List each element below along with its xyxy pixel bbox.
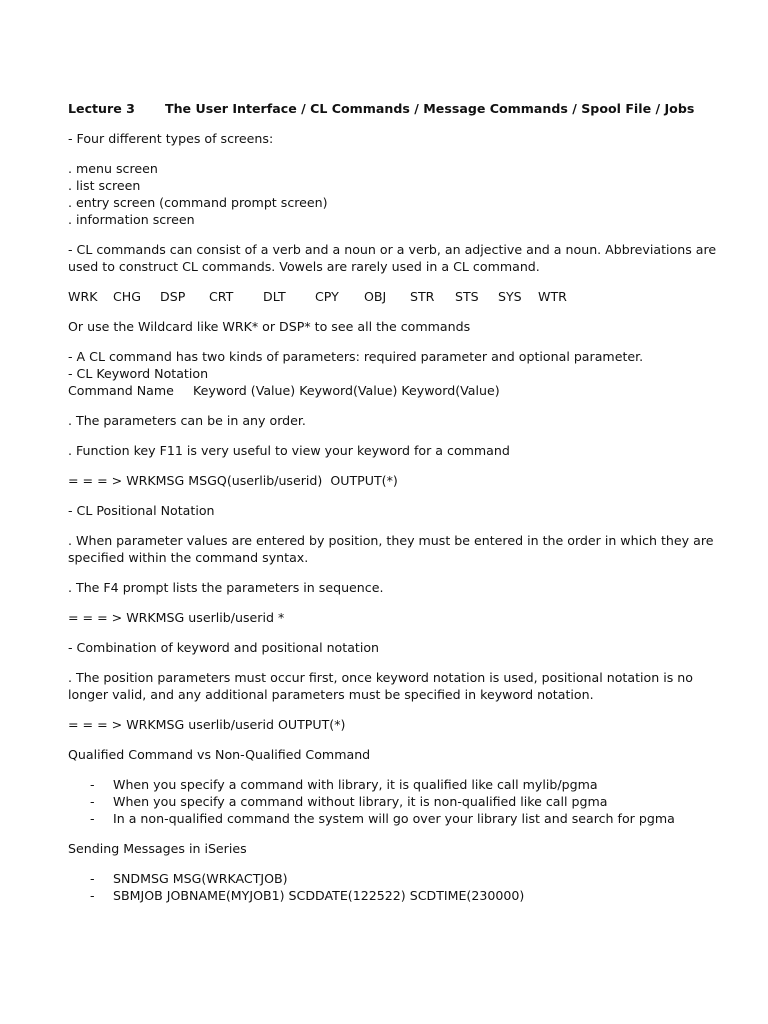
combination-example: = = = > WRKMSG userlib/userid OUTPUT(*)	[68, 717, 346, 732]
abbreviation: WRK	[68, 289, 98, 304]
list-item-text: SBMJOB JOBNAME(MYJOB1) SCDDATE(122522) SCDTIME(230000)	[113, 888, 525, 903]
keyword-notation-heading: - CL Keyword Notation	[68, 366, 209, 381]
keyword-example: = = = > WRKMSG MSGQ(userlib/userid) OUTPUT(*)	[68, 473, 398, 488]
abbreviation: DLT	[263, 289, 286, 304]
abbreviation: SYS	[498, 289, 522, 304]
list-item	[68, 793, 728, 810]
list-marker: -	[90, 777, 95, 792]
lecture-topic: The User Interface / CL Commands / Message Commands / Spool File / Jobs	[165, 101, 695, 116]
any-order-note: . The parameters can be in any order.	[68, 413, 306, 428]
screen-type-menu: . menu screen	[68, 161, 158, 176]
screen-type-entry: . entry screen (command prompt screen)	[68, 195, 328, 210]
screens-intro: - Four different types of screens:	[68, 131, 274, 146]
abbreviation: STR	[410, 289, 435, 304]
abbreviation: CRT	[209, 289, 234, 304]
abbreviation: WTR	[538, 289, 567, 304]
list-marker: -	[90, 888, 95, 903]
list-item-text: When you specify a command without library, it is non-qualified like call pgma	[113, 794, 608, 809]
abbreviation: DSP	[160, 289, 186, 304]
list-item	[68, 776, 728, 793]
list-item-text: SNDMSG MSG(WRKACTJOB)	[113, 871, 288, 886]
list-marker: -	[90, 871, 95, 886]
qualified-heading: Qualified Command vs Non-Qualified Command	[68, 747, 371, 762]
qualified-list	[68, 776, 728, 827]
wildcard-note: Or use the Wildcard like WRK* or DSP* to see all the commands	[68, 319, 471, 334]
screen-type-information: . information screen	[68, 212, 195, 227]
positional-notation-heading: - CL Positional Notation	[68, 503, 215, 518]
positional-example: = = = > WRKMSG userlib/userid *	[68, 610, 285, 625]
positional-description: . When parameter values are entered by position, they must be entered in the order in which they are specified within the command syntax.	[68, 533, 718, 565]
parameters-description: - A CL command has two kinds of parameters: required parameter and optional parameter.	[68, 349, 644, 364]
command-syntax	[68, 382, 728, 399]
sending-messages-list	[68, 870, 728, 904]
combination-heading: - Combination of keyword and positional notation	[68, 640, 380, 655]
list-item-text: When you specify a command with library, it is qualified like call mylib/pgma	[113, 777, 598, 792]
keyword-value-syntax: Keyword (Value) Keyword(Value) Keyword(Value)	[193, 383, 500, 398]
list-marker: -	[90, 811, 95, 826]
combination-description: . The position parameters must occur first, once keyword notation is used, positional notation is no longer valid, and any additional parameters must be specified in keyword notation.	[68, 670, 697, 702]
list-item	[68, 810, 728, 827]
f11-note: . Function key F11 is very useful to view your keyword for a command	[68, 443, 510, 458]
list-item	[68, 887, 728, 904]
list-marker: -	[90, 794, 95, 809]
document-body	[68, 100, 728, 917]
page-title	[68, 100, 728, 117]
f4-note: . The F4 prompt lists the parameters in sequence.	[68, 580, 384, 595]
cl-commands-description: - CL commands can consist of a verb and a noun or a verb, an adjective and a noun. Abbreviations are used to construct CL commands. Vowels are rarely used in a CL command.	[68, 242, 721, 274]
sending-messages-heading: Sending Messages in iSeries	[68, 841, 247, 856]
screen-type-list: . list screen	[68, 178, 141, 193]
abbreviation-row	[68, 288, 728, 305]
list-item-text: In a non-qualified command the system will go over your library list and search for pgma	[113, 811, 675, 826]
lecture-number: Lecture 3	[68, 101, 135, 116]
abbreviation: STS	[455, 289, 479, 304]
abbreviation: OBJ	[364, 289, 387, 304]
list-item	[68, 870, 728, 887]
abbreviation: CPY	[315, 289, 339, 304]
abbreviation: CHG	[113, 289, 142, 304]
command-name-label: Command Name	[68, 383, 174, 398]
